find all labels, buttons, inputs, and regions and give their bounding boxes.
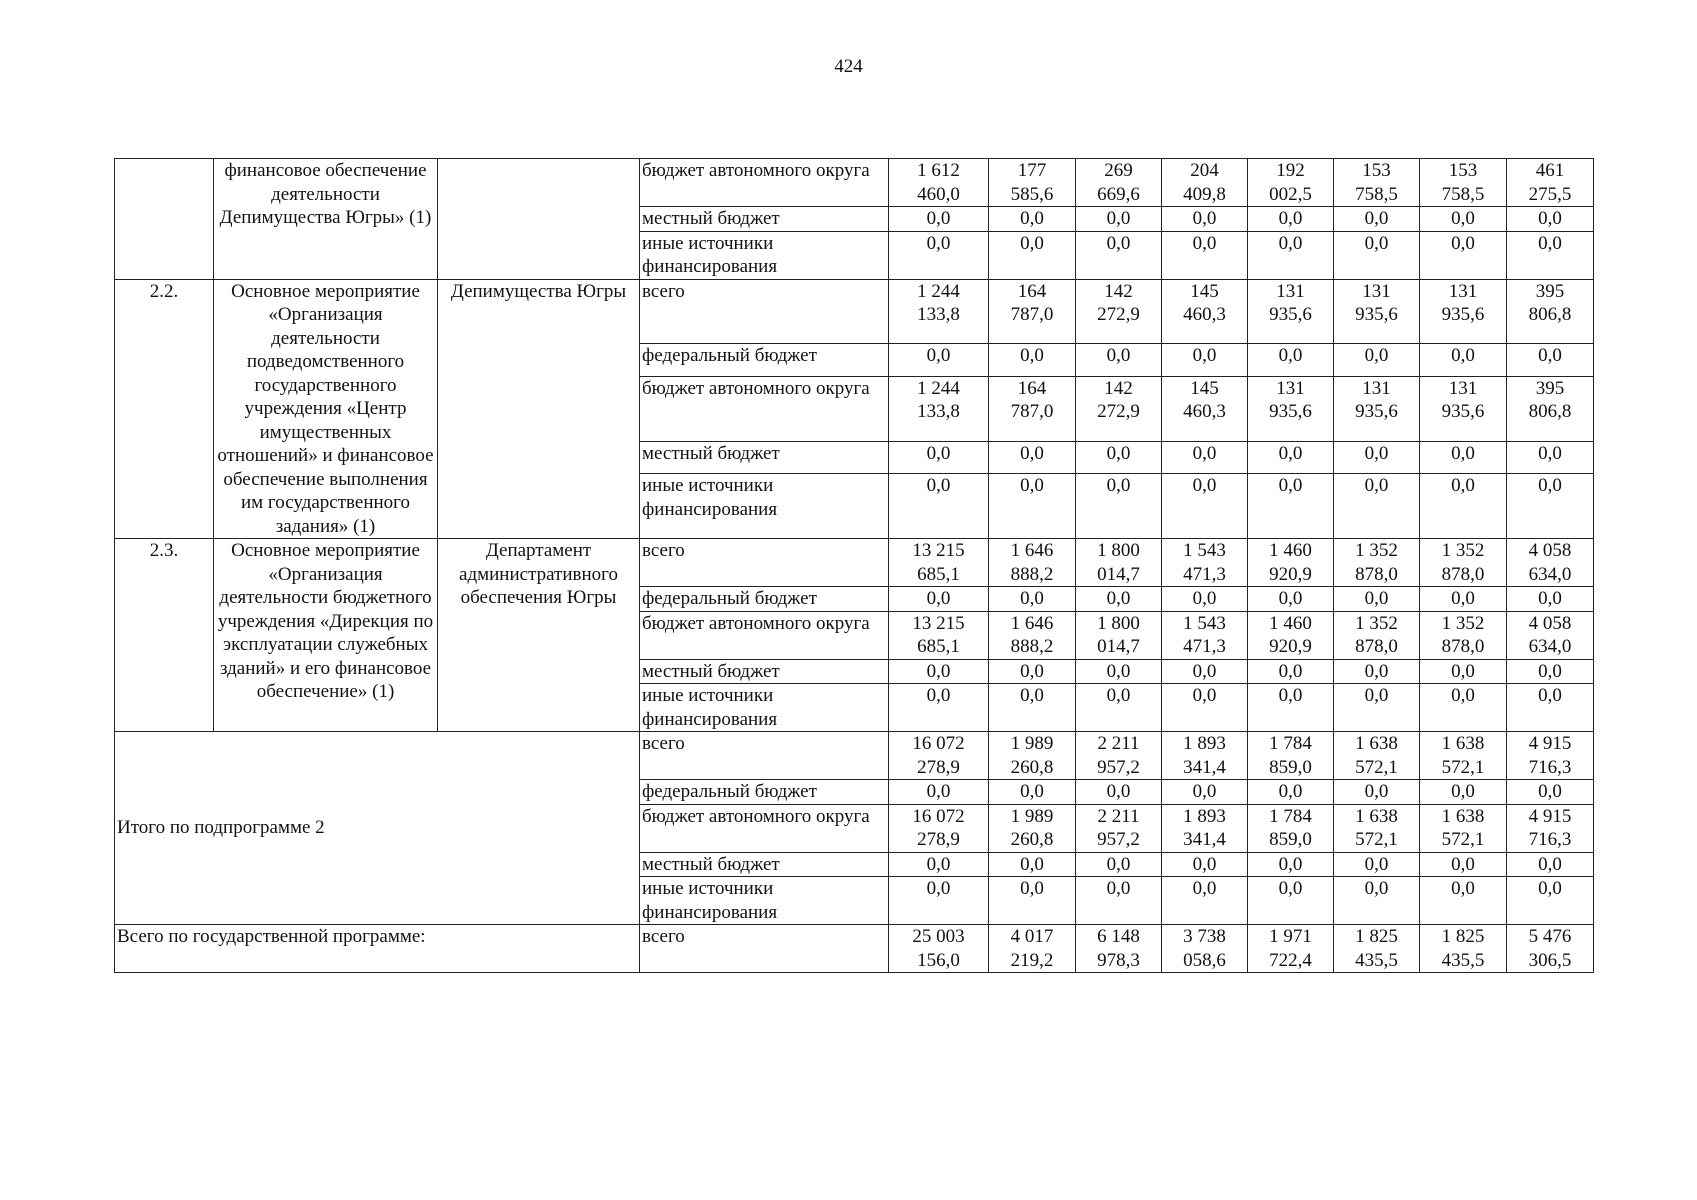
amount-cell: 0,0 — [989, 780, 1076, 805]
amount-cell: 0,0 — [1162, 659, 1248, 684]
amount-cell: 0,0 — [889, 474, 989, 539]
amount-cell: 0,0 — [889, 231, 989, 279]
funding-source-cell: местный бюджет — [640, 852, 889, 877]
amount-cell: 0,0 — [1420, 587, 1507, 612]
amount-cell: 0,0 — [1076, 852, 1162, 877]
row-number-cell: 2.3. — [115, 539, 214, 732]
amount-cell: 0,0 — [989, 877, 1076, 925]
amount-cell: 0,0 — [1162, 231, 1248, 279]
amount-cell: 0,0 — [989, 441, 1076, 474]
amount-cell: 2 211 957,2 — [1076, 804, 1162, 852]
page-number: 424 — [834, 56, 863, 77]
amount-cell: 1 825 435,5 — [1334, 925, 1420, 973]
funding-source-cell: местный бюджет — [640, 659, 889, 684]
amount-cell: 0,0 — [1507, 684, 1594, 732]
amount-cell: 0,0 — [1420, 207, 1507, 232]
funding-source-cell: местный бюджет — [640, 441, 889, 474]
responsible-cell — [438, 159, 640, 280]
amount-cell: 0,0 — [1248, 207, 1334, 232]
amount-cell: 153 758,5 — [1334, 159, 1420, 207]
budget-table — [114, 158, 1594, 973]
amount-cell: 0,0 — [1248, 587, 1334, 612]
funding-source-cell: бюджет автономного округа — [640, 611, 889, 659]
amount-cell: 177 585,6 — [989, 159, 1076, 207]
amount-cell: 0,0 — [889, 441, 989, 474]
table-row — [115, 159, 1594, 207]
amount-cell: 0,0 — [1076, 441, 1162, 474]
amount-cell: 0,0 — [1248, 877, 1334, 925]
amount-cell: 0,0 — [1420, 877, 1507, 925]
funding-source-cell: иные источники финансирования — [640, 231, 889, 279]
amount-cell: 0,0 — [1507, 780, 1594, 805]
funding-source-cell: иные источники финансирования — [640, 684, 889, 732]
table-row — [115, 925, 1594, 973]
amount-cell: 0,0 — [1420, 684, 1507, 732]
amount-cell: 0,0 — [1420, 659, 1507, 684]
table-row — [115, 539, 1594, 587]
amount-cell: 0,0 — [1507, 231, 1594, 279]
activity-name-cell: Основное мероприятие «Организация деятельности подведомственного государственного учреждения «Центр имущественных отношений» и финансовое обеспечение выполнения им государственного задания» (1) — [214, 279, 438, 539]
amount-cell: 0,0 — [1248, 441, 1334, 474]
amount-cell: 1 244 133,8 — [889, 279, 989, 344]
amount-cell: 1 800 014,7 — [1076, 539, 1162, 587]
amount-cell: 0,0 — [1334, 684, 1420, 732]
amount-cell: 0,0 — [1334, 231, 1420, 279]
amount-cell: 0,0 — [989, 474, 1076, 539]
amount-cell: 0,0 — [1076, 587, 1162, 612]
amount-cell: 0,0 — [1420, 441, 1507, 474]
amount-cell: 1 244 133,8 — [889, 376, 989, 441]
amount-cell: 0,0 — [1076, 231, 1162, 279]
amount-cell: 0,0 — [1420, 852, 1507, 877]
row-number-cell — [115, 159, 214, 280]
amount-cell: 0,0 — [1162, 441, 1248, 474]
grand-total-label-cell: Всего по государственной программе: — [115, 925, 640, 973]
amount-cell: 4 915 716,3 — [1507, 804, 1594, 852]
amount-cell: 16 072 278,9 — [889, 804, 989, 852]
amount-cell: 1 543 471,3 — [1162, 611, 1248, 659]
amount-cell: 204 409,8 — [1162, 159, 1248, 207]
amount-cell: 0,0 — [1248, 684, 1334, 732]
amount-cell: 1 646 888,2 — [989, 539, 1076, 587]
amount-cell: 1 893 341,4 — [1162, 732, 1248, 780]
amount-cell: 0,0 — [889, 780, 989, 805]
amount-cell: 0,0 — [1420, 474, 1507, 539]
amount-cell: 153 758,5 — [1420, 159, 1507, 207]
amount-cell: 0,0 — [1248, 231, 1334, 279]
amount-cell: 0,0 — [1507, 877, 1594, 925]
amount-cell: 0,0 — [1507, 344, 1594, 377]
amount-cell: 1 825 435,5 — [1420, 925, 1507, 973]
amount-cell: 164 787,0 — [989, 376, 1076, 441]
amount-cell: 0,0 — [1076, 344, 1162, 377]
amount-cell: 13 215 685,1 — [889, 611, 989, 659]
amount-cell: 1 989 260,8 — [989, 732, 1076, 780]
responsible-cell: Департамент административного обеспечения Югры — [438, 539, 640, 732]
amount-cell: 145 460,3 — [1162, 279, 1248, 344]
amount-cell: 0,0 — [889, 659, 989, 684]
amount-cell: 131 935,6 — [1420, 376, 1507, 441]
amount-cell: 0,0 — [1507, 587, 1594, 612]
amount-cell: 0,0 — [1248, 852, 1334, 877]
amount-cell: 0,0 — [989, 231, 1076, 279]
amount-cell: 4 915 716,3 — [1507, 732, 1594, 780]
funding-source-cell: бюджет автономного округа — [640, 376, 889, 441]
amount-cell: 461 275,5 — [1507, 159, 1594, 207]
funding-source-cell: федеральный бюджет — [640, 587, 889, 612]
funding-source-cell: местный бюджет — [640, 207, 889, 232]
amount-cell: 0,0 — [1162, 852, 1248, 877]
amount-cell: 2 211 957,2 — [1076, 732, 1162, 780]
funding-source-cell: бюджет автономного округа — [640, 159, 889, 207]
amount-cell: 0,0 — [1162, 780, 1248, 805]
amount-cell: 0,0 — [1076, 659, 1162, 684]
amount-cell: 0,0 — [1420, 231, 1507, 279]
amount-cell: 0,0 — [1334, 474, 1420, 539]
amount-cell: 142 272,9 — [1076, 376, 1162, 441]
amount-cell: 0,0 — [1420, 344, 1507, 377]
amount-cell: 0,0 — [1507, 659, 1594, 684]
funding-source-cell: федеральный бюджет — [640, 780, 889, 805]
amount-cell: 131 935,6 — [1248, 279, 1334, 344]
amount-cell: 0,0 — [1248, 474, 1334, 539]
amount-cell: 0,0 — [889, 587, 989, 612]
amount-cell: 0,0 — [889, 877, 989, 925]
amount-cell: 164 787,0 — [989, 279, 1076, 344]
amount-cell: 0,0 — [1162, 474, 1248, 539]
amount-cell: 0,0 — [1076, 877, 1162, 925]
amount-cell: 0,0 — [1334, 852, 1420, 877]
amount-cell: 0,0 — [1334, 780, 1420, 805]
amount-cell: 0,0 — [1076, 474, 1162, 539]
amount-cell: 0,0 — [889, 344, 989, 377]
funding-source-cell: всего — [640, 539, 889, 587]
amount-cell: 0,0 — [1334, 344, 1420, 377]
amount-cell: 131 935,6 — [1248, 376, 1334, 441]
row-number-cell: 2.2. — [115, 279, 214, 539]
amount-cell: 0,0 — [1162, 684, 1248, 732]
amount-cell: 0,0 — [889, 684, 989, 732]
amount-cell: 1 989 260,8 — [989, 804, 1076, 852]
amount-cell: 0,0 — [1420, 780, 1507, 805]
amount-cell: 16 072 278,9 — [889, 732, 989, 780]
amount-cell: 4 058 634,0 — [1507, 611, 1594, 659]
activity-name-cell: финансовое обеспечение деятельности Депимущества Югры» (1) — [214, 159, 438, 280]
amount-cell: 0,0 — [1162, 587, 1248, 612]
amount-cell: 395 806,8 — [1507, 279, 1594, 344]
funding-source-cell: бюджет автономного округа — [640, 804, 889, 852]
amount-cell: 0,0 — [889, 852, 989, 877]
amount-cell: 0,0 — [1334, 441, 1420, 474]
amount-cell: 0,0 — [989, 344, 1076, 377]
amount-cell: 131 935,6 — [1420, 279, 1507, 344]
amount-cell: 0,0 — [1334, 587, 1420, 612]
amount-cell: 13 215 685,1 — [889, 539, 989, 587]
amount-cell: 0,0 — [1248, 780, 1334, 805]
amount-cell: 0,0 — [1162, 344, 1248, 377]
amount-cell: 1 543 471,3 — [1162, 539, 1248, 587]
funding-source-cell: иные источники финансирования — [640, 877, 889, 925]
table-row — [115, 279, 1594, 344]
amount-cell: 0,0 — [1507, 207, 1594, 232]
table-row — [115, 732, 1594, 780]
amount-cell: 131 935,6 — [1334, 279, 1420, 344]
amount-cell: 0,0 — [1507, 852, 1594, 877]
amount-cell: 1 638 572,1 — [1334, 732, 1420, 780]
funding-source-cell: всего — [640, 279, 889, 344]
amount-cell: 1 800 014,7 — [1076, 611, 1162, 659]
amount-cell: 0,0 — [889, 207, 989, 232]
amount-cell: 1 638 572,1 — [1420, 732, 1507, 780]
amount-cell: 4 058 634,0 — [1507, 539, 1594, 587]
amount-cell: 0,0 — [1334, 659, 1420, 684]
amount-cell: 395 806,8 — [1507, 376, 1594, 441]
amount-cell: 1 460 920,9 — [1248, 611, 1334, 659]
amount-cell: 1 784 859,0 — [1248, 732, 1334, 780]
responsible-cell: Депимущества Югры — [438, 279, 640, 539]
amount-cell: 0,0 — [1162, 207, 1248, 232]
funding-source-cell: всего — [640, 732, 889, 780]
amount-cell: 1 784 859,0 — [1248, 804, 1334, 852]
amount-cell: 1 638 572,1 — [1334, 804, 1420, 852]
amount-cell: 1 460 920,9 — [1248, 539, 1334, 587]
amount-cell: 1 352 878,0 — [1420, 611, 1507, 659]
amount-cell: 0,0 — [989, 207, 1076, 232]
amount-cell: 25 003 156,0 — [889, 925, 989, 973]
amount-cell: 192 002,5 — [1248, 159, 1334, 207]
amount-cell: 0,0 — [1162, 877, 1248, 925]
amount-cell: 0,0 — [1334, 207, 1420, 232]
amount-cell: 0,0 — [1507, 474, 1594, 539]
activity-name-cell: Основное мероприятие «Организация деятельности бюджетного учреждения «Дирекция по эксплуатации служебных зданий» и его финансовое обеспечение» (1) — [214, 539, 438, 732]
amount-cell: 1 352 878,0 — [1420, 539, 1507, 587]
amount-cell: 0,0 — [989, 659, 1076, 684]
amount-cell: 3 738 058,6 — [1162, 925, 1248, 973]
amount-cell: 0,0 — [1334, 877, 1420, 925]
amount-cell: 0,0 — [989, 684, 1076, 732]
amount-cell: 0,0 — [1248, 659, 1334, 684]
amount-cell: 1 646 888,2 — [989, 611, 1076, 659]
amount-cell: 1 612 460,0 — [889, 159, 989, 207]
amount-cell: 0,0 — [1076, 780, 1162, 805]
amount-cell: 5 476 306,5 — [1507, 925, 1594, 973]
subtotal-label-cell: Итого по подпрограмме 2 — [115, 732, 640, 925]
amount-cell: 1 893 341,4 — [1162, 804, 1248, 852]
amount-cell: 1 352 878,0 — [1334, 539, 1420, 587]
amount-cell: 0,0 — [1076, 207, 1162, 232]
amount-cell: 0,0 — [989, 852, 1076, 877]
amount-cell: 142 272,9 — [1076, 279, 1162, 344]
funding-source-cell: иные источники финансирования — [640, 474, 889, 539]
amount-cell: 0,0 — [989, 587, 1076, 612]
amount-cell: 1 971 722,4 — [1248, 925, 1334, 973]
amount-cell: 0,0 — [1507, 441, 1594, 474]
amount-cell: 0,0 — [1076, 684, 1162, 732]
amount-cell: 1 638 572,1 — [1420, 804, 1507, 852]
amount-cell: 1 352 878,0 — [1334, 611, 1420, 659]
amount-cell: 131 935,6 — [1334, 376, 1420, 441]
amount-cell: 0,0 — [1248, 344, 1334, 377]
amount-cell: 4 017 219,2 — [989, 925, 1076, 973]
amount-cell: 269 669,6 — [1076, 159, 1162, 207]
funding-source-cell: всего — [640, 925, 889, 973]
funding-source-cell: федеральный бюджет — [640, 344, 889, 377]
amount-cell: 6 148 978,3 — [1076, 925, 1162, 973]
amount-cell: 145 460,3 — [1162, 376, 1248, 441]
